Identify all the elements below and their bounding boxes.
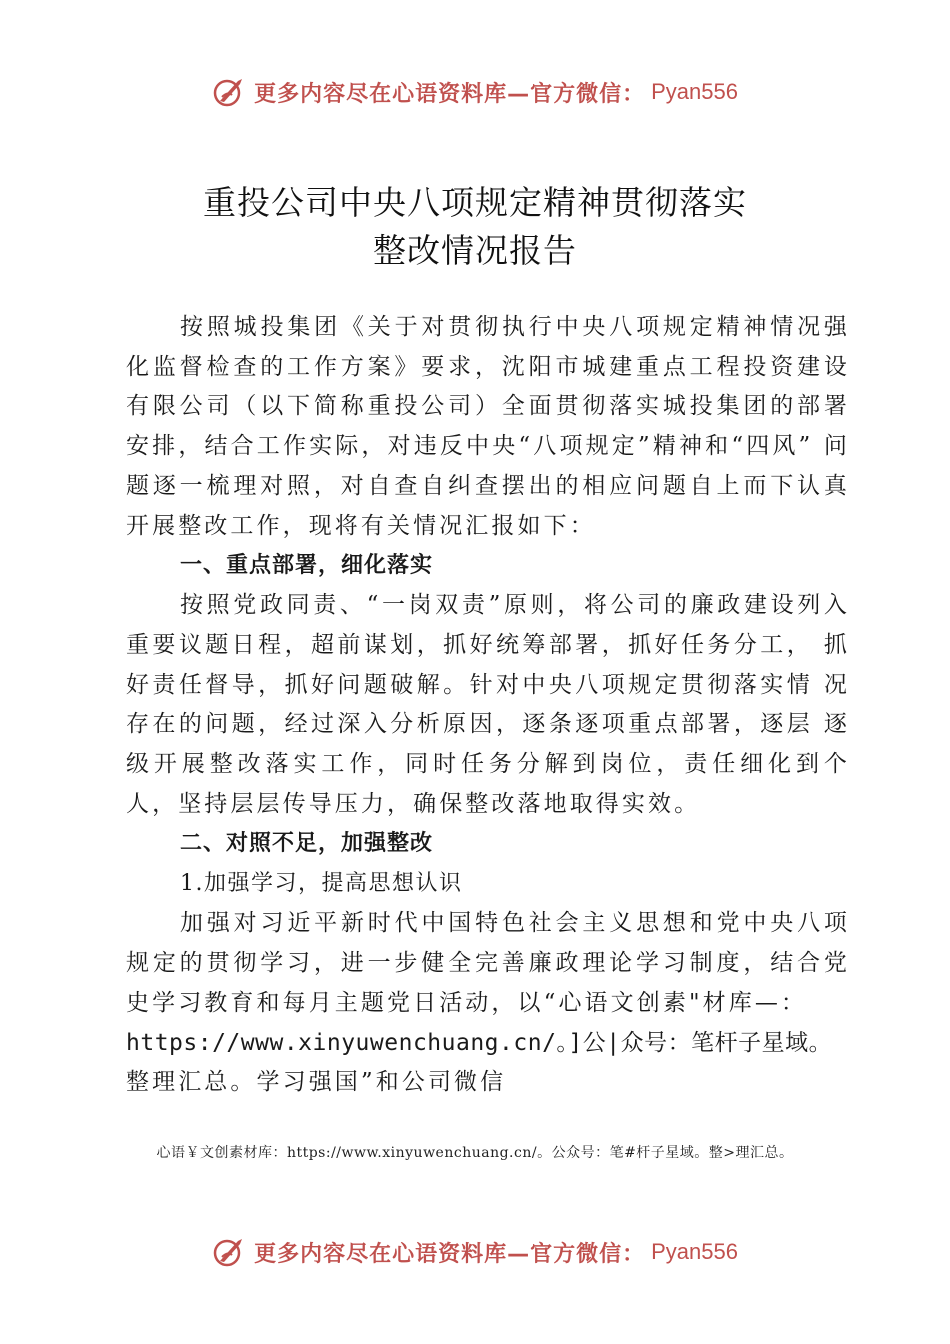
footer-banner: [0, 1232, 950, 1272]
section1-heading: 一、重点部署，细化落实: [180, 553, 434, 579]
banner-wechat-id: Pyan556: [651, 79, 738, 104]
quill-logo-icon: [212, 75, 246, 109]
banner-text: 更多内容尽在心语资料库—官方微信：: [254, 81, 646, 107]
document-title-line1: 重投公司中央八项规定精神贯彻落实: [203, 183, 747, 222]
document-title-line2: 整改情况报告: [373, 231, 577, 270]
section1-paragraph: 按照党政同责、“一岗双责”原则，将公司的廉政建设列入重要议题日程，超前谋划，抓好统筹部署，抓好任务分工， 抓好责任督导，抓好问题破解。针对中央八项规定贯彻落实情 况存在的问题，经过深入分析原因，逐条逐项重点部署，逐层 逐级开展整改落实工作，同时任务分解到岗位，责任细化到个 人，坚持层层传导压力，确保整改落地取得实效。: [126, 592, 850, 817]
section2-paragraph-part1: 加强对习近平新时代中国特色社会主义思想和党中央八项规定的贯彻学习，进一步健全完善廉政理论学习制度，结合党史学习教育和每月主题党日活动，以“心语文创素"材库—：: [126, 910, 850, 1016]
document-body: [126, 308, 850, 1103]
banner-text: 更多内容尽在心语资料库—官方微信：: [254, 1241, 646, 1267]
section2-paragraph-part2: 整理汇总。学习强国”和公司微信: [126, 1069, 507, 1096]
section2-subheading-1: 1.加强学习，提高思想认识: [180, 871, 463, 897]
quill-logo-icon: [212, 1235, 246, 1269]
banner-wechat-id: Pyan556: [651, 1239, 738, 1264]
section2-paragraph-url: https://www.xinyuwenchuang.cn/。]公|众号：笔杆子星域。: [126, 1029, 833, 1056]
section2-heading: 二、对照不足，加强整改: [180, 831, 434, 857]
header-banner: [0, 72, 950, 112]
intro-paragraph: 按照城投集团《关于对贯彻执行中央八项规定精神情况强化监督检查的工作方案》要求，沈阳市城建重点工程投资建设有限公司（以下简称重投公司）全面贯彻落实城投集团的部署 安排，结合工作实际，对违反中央“八项规定”精神和“四风” 问题逐一梳理对照，对自查自纠查摆出的相应问题自上而下认真开展整改工作，现将有关情况汇报如下：: [126, 314, 850, 539]
footnote-source: 心语￥文创素材库：https://www.xinyuwenchuang.cn/。公众号：笔#杆子星域。整>理汇总。: [156, 1145, 794, 1161]
